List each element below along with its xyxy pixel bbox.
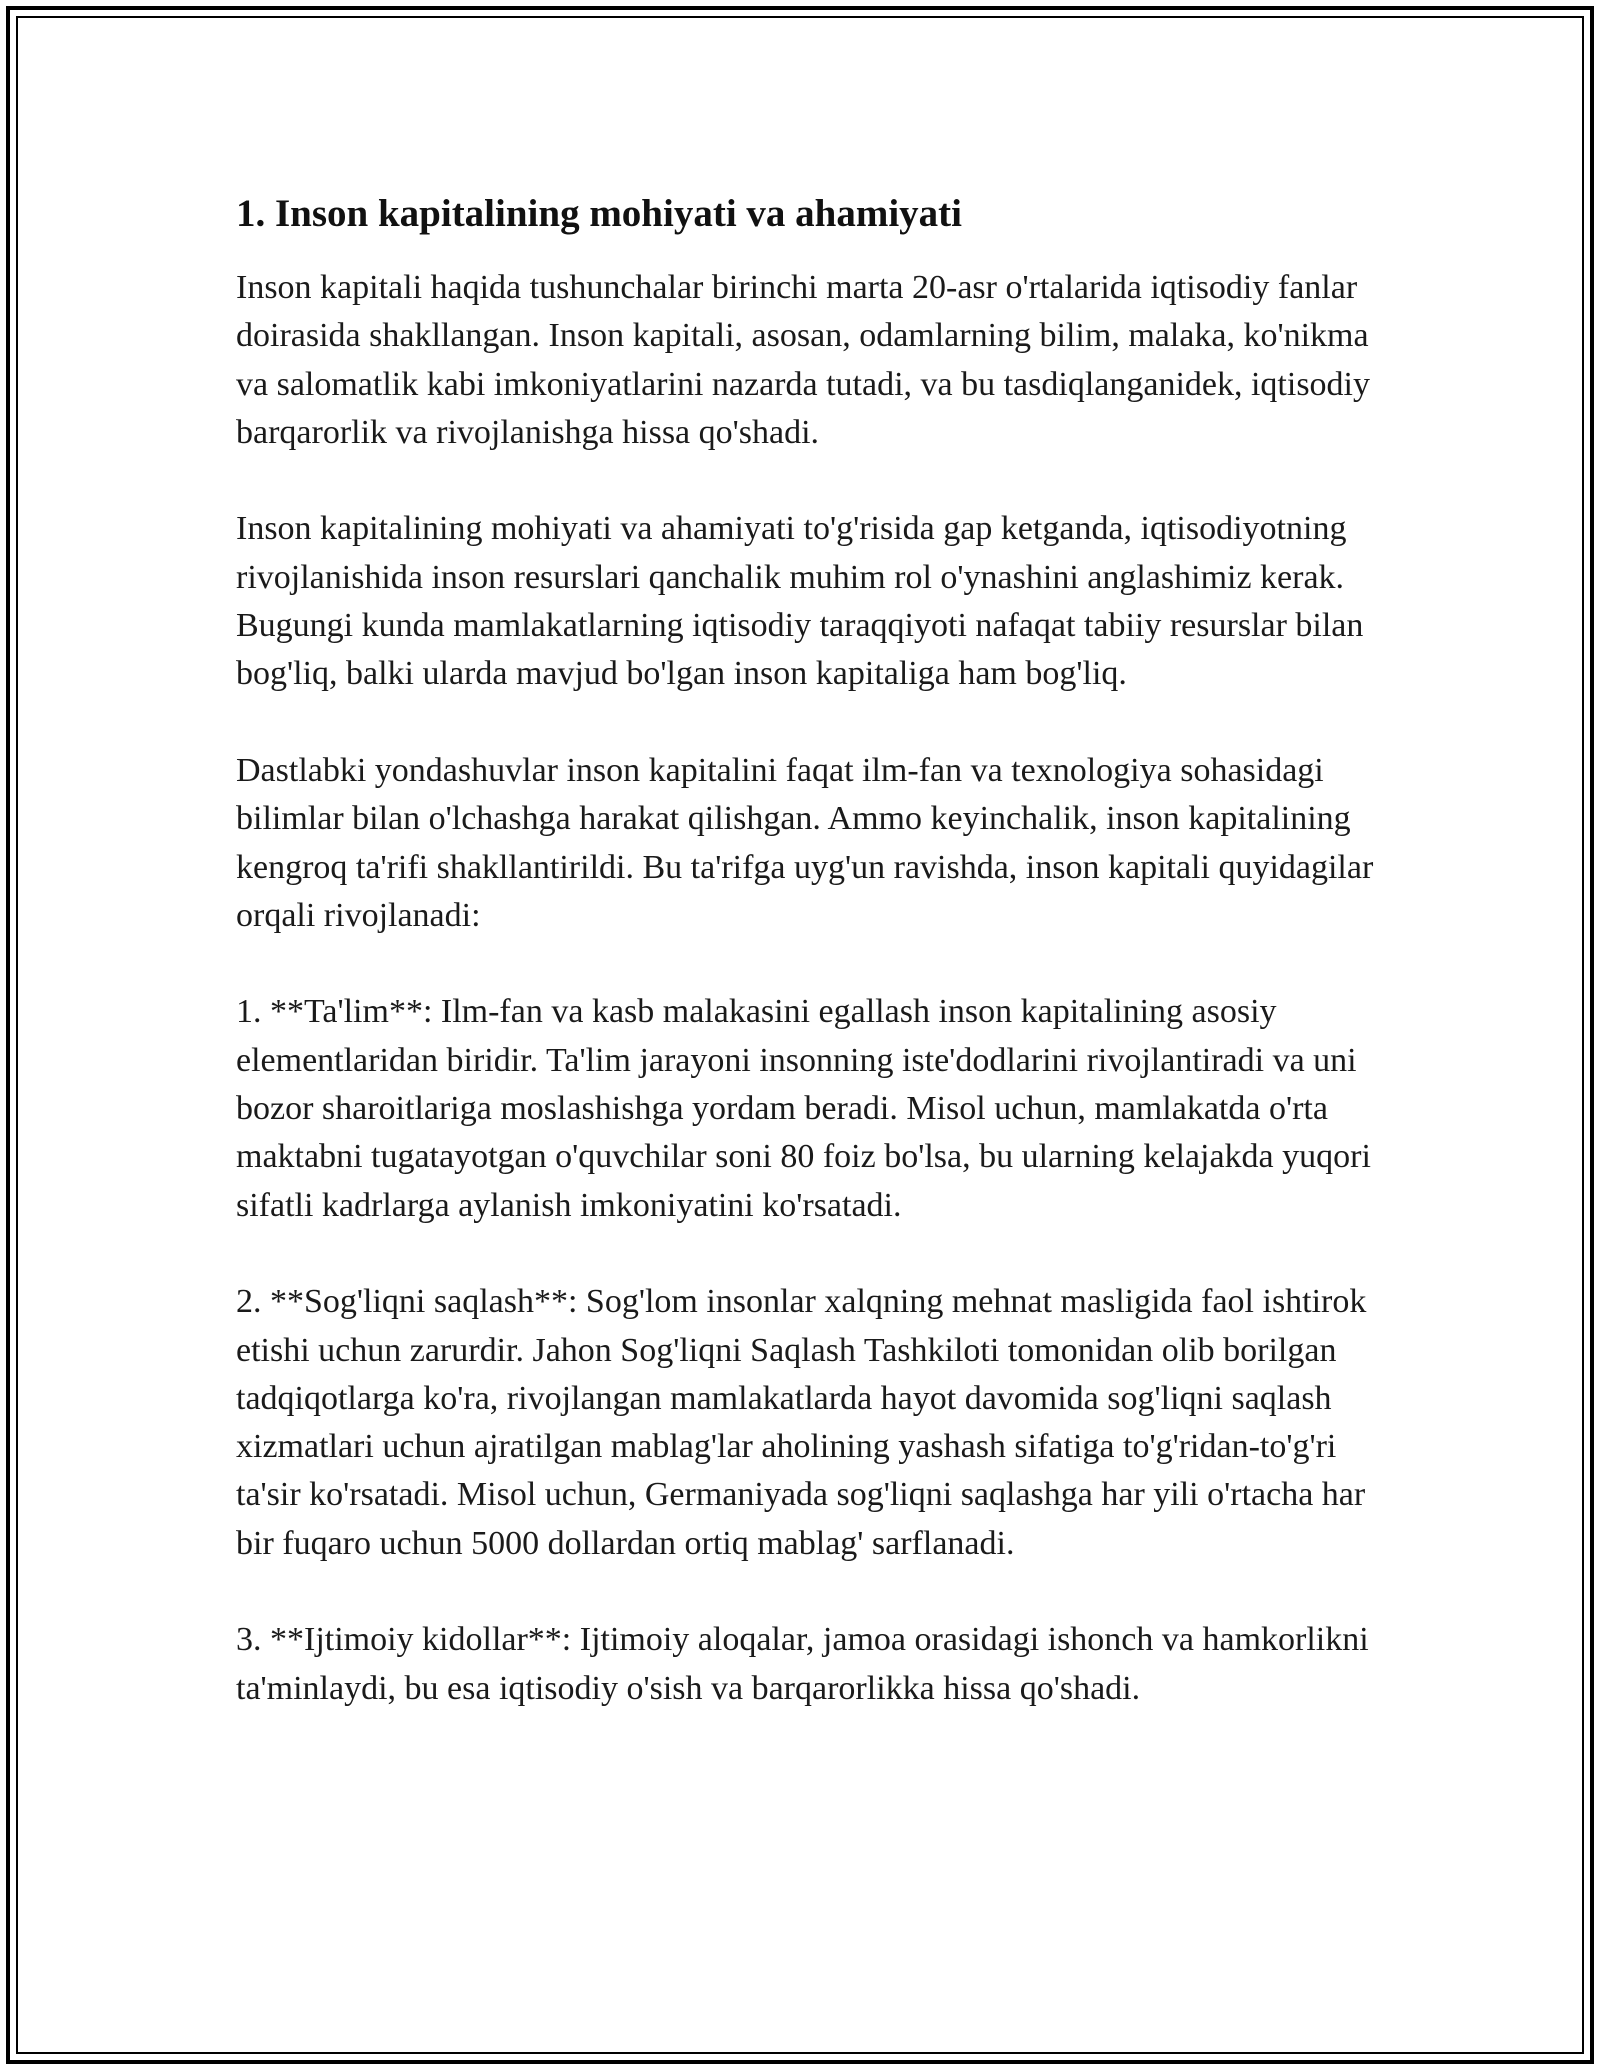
- list-item-education: 1. **Ta'lim**: Ilm-fan va kasb malakasini egallash inson kapitalining asosiy elementlaridan biridir. Ta'lim jarayoni insonning iste'dodlarini rivojlantiradi va uni bozor sharoitlariga moslashishga yordam beradi. Misol uchun, mamlakatda o'rta maktabni tugatayotgan o'quvchilar soni 80 foiz bo'lsa, bu ularning kelajakda yuqori sifatli kadrlarga aylanish imkoniyatini ko'rsatadi.: [236, 993, 1371, 1224]
- paragraph-intro: Inson kapitali haqida tushunchalar birinchi marta 20-asr o'rtalarida iqtisodiy fanlar doirasida shakllangan. Inson kapitali, asosan, odamlarning bilim, malaka, ko'nikma va salomatlik kabi imkoniyatlarini nazarda tutadi, va bu tasdiqlanganidek, iqtisodiy barqarorlik va rivojlanishga hissa qo'shadi.: [236, 269, 1371, 451]
- section-heading: 1. Inson kapitalining mohiyati va ahamiyati: [236, 192, 962, 235]
- paragraph-importance: Inson kapitalining mohiyati va ahamiyati to'g'risida gap ketganda, iqtisodiyotning rivojlanishida inson resurslari qanchalik muhim rol o'ynashini anglashimiz kerak. Bugungi kunda mamlakatlarning iqtisodiy taraqqiyoti nafaqat tabiiy resurslar bilan bog'liq, balki ularda mavjud bo'lgan inson kapitaliga ham bog'liq.: [236, 510, 1364, 693]
- paragraph-approaches: Dastlabki yondashuvlar inson kapitalini faqat ilm-fan va texnologiya sohasidagi bilimlar bilan o'lchashga harakat qilishgan. Ammo keyinchalik, inson kapitalining kengroq ta'rifi shakllantirildi. Bu ta'rifga uyg'un ravishda, inson kapitali quyidagilar orqali rivojlanadi:: [236, 751, 1374, 934]
- list-item-social-capital: 3. **Ijtimoiy kidollar**: Ijtimoiy aloqalar, jamoa orasidagi ishonch va hamkorlikni ta'minlaydi, bu esa iqtisodiy o'sish va barqarorlikka hissa qo'shadi.: [236, 1621, 1369, 1707]
- document-body: [236, 186, 1376, 1713]
- list-item-healthcare: 2. **Sog'liqni saqlash**: Sog'lom insonlar xalqning mehnat masligida faol ishtirok etishi uchun zarurdir. Jahon Sog'liqni Saqlash Tashkiloti tomonidan olib borilgan tadqiqotlarga ko'ra, rivojlangan mamlakatlarda hayot davomida sog'liqni saqlash xizmatlari uchun ajratilgan mablag'lar aholining yashash sifatiga to'g'ridan-to'g'ri ta'sir ko'rsatadi. Misol uchun, Germaniyada sog'liqni saqlashga har yili o'rtacha har bir fuqaro uchun 5000 dollardan ortiq mablag' sarflanadi.: [236, 1283, 1367, 1562]
